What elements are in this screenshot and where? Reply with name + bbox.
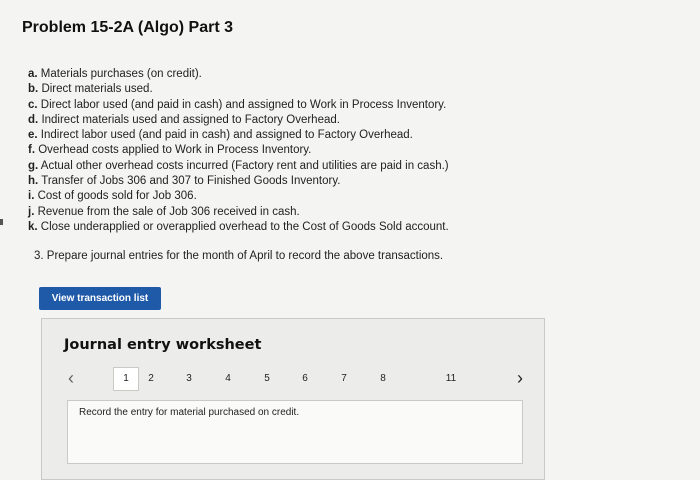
worksheet-title: Journal entry worksheet	[64, 337, 262, 353]
page-button-3[interactable]: 3	[186, 373, 192, 384]
page-edge-marker	[0, 219, 3, 225]
page-button-1[interactable]: 1	[113, 367, 139, 391]
view-transaction-list-button[interactable]: View transaction list	[39, 287, 161, 310]
list-item: k. Close underapplied or overapplied overhead to the Cost of Goods Sold account.	[28, 220, 449, 233]
page-button-7[interactable]: 7	[341, 373, 347, 384]
page-button-6[interactable]: 6	[302, 373, 308, 384]
chevron-left-icon[interactable]: ‹	[68, 368, 74, 388]
page-button-2[interactable]: 2	[148, 373, 154, 384]
entry-prompt: Record the entry for material purchased on credit.	[79, 407, 300, 418]
list-item: b. Direct materials used.	[28, 83, 153, 96]
page-button-4[interactable]: 4	[225, 373, 231, 384]
journal-entry-worksheet	[41, 318, 545, 480]
entry-panel	[67, 400, 523, 464]
list-item: j. Revenue from the sale of Job 306 received in cash.	[28, 205, 300, 218]
list-item: h. Transfer of Jobs 306 and 307 to Finished Goods Inventory.	[28, 175, 341, 188]
page-button-5[interactable]: 5	[264, 373, 270, 384]
chevron-right-icon[interactable]: ›	[517, 368, 523, 388]
page-title: Problem 15-2A (Algo) Part 3	[22, 19, 234, 36]
list-item: e. Indirect labor used (and paid in cash) and assigned to Factory Overhead.	[28, 129, 413, 142]
worksheet-pager	[42, 366, 544, 392]
list-item: f. Overhead costs applied to Work in Process Inventory.	[28, 144, 312, 157]
transaction-list	[28, 67, 449, 235]
list-item: c. Direct labor used (and paid in cash) and assigned to Work in Process Inventory.	[28, 98, 447, 111]
page-button-11[interactable]: 11	[445, 373, 457, 384]
list-item: d. Indirect materials used and assigned to Factory Overhead.	[28, 113, 340, 126]
list-item: a. Materials purchases (on credit).	[28, 68, 202, 80]
instruction-text: 3. Prepare journal entries for the month of April to record the above transactions.	[34, 250, 444, 262]
list-item: g. Actual other overhead costs incurred (Factory rent and utilities are paid in cash.)	[28, 159, 449, 172]
list-item: i. Cost of goods sold for Job 306.	[28, 190, 197, 203]
page-button-8[interactable]: 8	[380, 373, 386, 384]
